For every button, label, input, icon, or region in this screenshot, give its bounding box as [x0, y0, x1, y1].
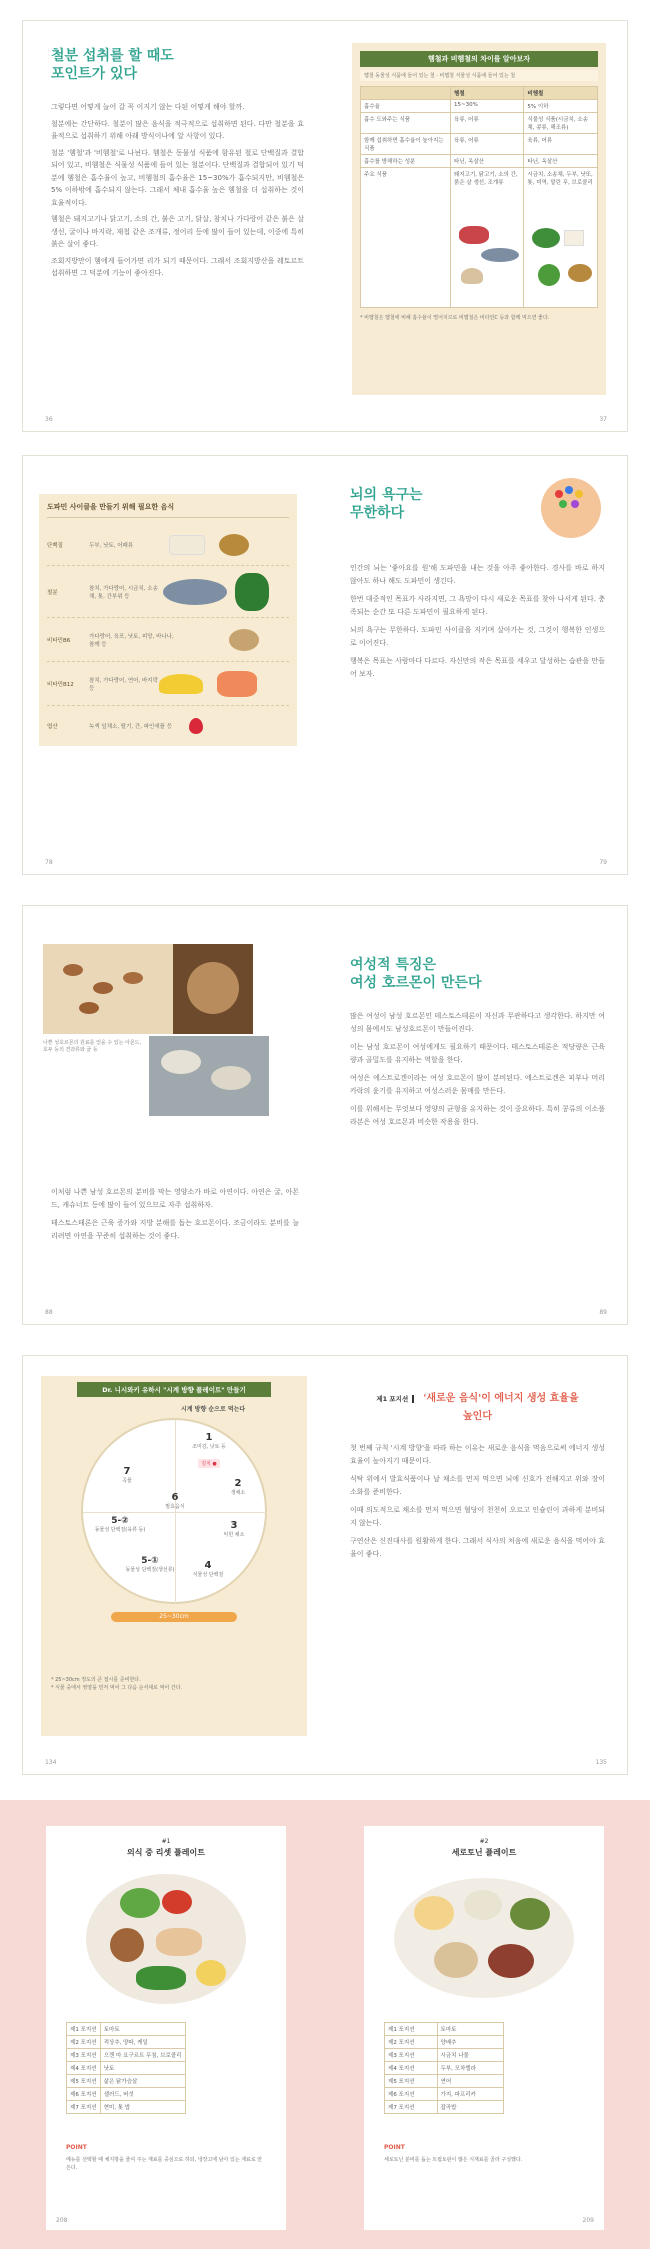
spread-5: [0, 1800, 650, 2249]
page-number: 36: [45, 416, 53, 423]
page-135: [326, 1356, 629, 1774]
box-note: * 비헴철은 헴철에 비해 흡수율이 떨어지므로 비헴철은 비타민C 등과 함께 먹으면 좋다.: [360, 315, 550, 321]
section-title: 철분 섭취를 할 때도 포인트가 있다: [51, 48, 174, 82]
tofu-image: [169, 535, 205, 555]
plate-item: 2 생채소: [230, 1478, 246, 1496]
page-number: 79: [599, 859, 607, 866]
page-number: 88: [45, 1309, 53, 1316]
meat-illustration: [459, 226, 489, 244]
page-79: [326, 456, 629, 874]
page-number: 134: [45, 1759, 57, 1766]
body-text: 인간의 뇌는 '좋아요를 원'해 도파민을 내는 것을 아주 좋아한다. 경사를 바로 하지 않아도 하나 해도 도파민이 생긴다. 한번 대중적인 목표가 사라지면, 그 욕망이 다시 새로운 목표를 찾아 나서게 된다. 충족되는 순간 또 다른 도파민이 필요하게 된다. 뇌의 욕구는 무한하다. 도파민 사이클을 지키며 살아가는 것, 그것이 행복한 인생으로 이어진다. 행복은 목표는 사람마다 다르다. 자신만의 작은 목표를 세우고 달성하는 습관을 만들어 보자.: [350, 564, 605, 678]
spread-3-pages: [22, 905, 628, 1325]
table-row: 함께 섭취하면 흡수율이 높아지는 식품 육류, 어류 육류, 어류: [361, 134, 598, 155]
food-row: 엽산 녹색 잎채소, 딸기, 간, 파인애플 등: [47, 706, 289, 746]
table-row: 제5 포지션 연어: [385, 2075, 504, 2088]
oysters-photo: [149, 1036, 269, 1116]
page-number: 135: [595, 1759, 607, 1766]
natto-image: [219, 534, 249, 556]
food-row: 단백질 두부, 낫토, 어패류: [47, 524, 289, 566]
dish-image: [229, 629, 259, 651]
broccoli-illustration: [538, 264, 560, 286]
spinach-image: [235, 573, 269, 611]
recipe-card-left: #1 의식 중 리셋 플레이트 제1 포지션 토마토 제2 포지션 적상추, 양파, 케일 제3 포지션 으깬 마 요구르트 무침, 브로콜리 제4 포지션 낫토 제5 포지션 삶은 닭가슴살 제6 포지션 샐러드, 버섯 제7 포지션 현미, 톳 밥 POINT 메뉴를 선택할 때 체지방을 줄여 주는 재료를 중심으로 하되, 냉장고에 남아 있는 재료로 만든다. 208: [46, 1826, 286, 2230]
body-text: 이처럼 나쁜 남성 호르몬의 분비를 막는 영양소가 바로 아연이다. 아연은 굴, 아몬드, 캐슈너트 등에 많이 들어 있으므로 자주 섭취하자. 테스토스테론은 근육 증가와 지방 분해를 돕는 호르몬이다. 조금이라도 분비를 늘리려면 아연을 꾸준히 섭취하는 것이 좋다.: [51, 1188, 299, 1240]
banana-image: [159, 674, 203, 694]
heme-table: [360, 86, 598, 308]
plate-title: Dr. 니시와키 유하시 "시계 방향 플레이트" 만들기: [77, 1382, 271, 1397]
heme-info-box: [352, 43, 606, 395]
salmon-image: [217, 671, 257, 697]
page-37: [326, 21, 629, 431]
body-text: 그렇다면 어떻게 늘어 갈 꼭 이지기 않는 다된 어떻게 해야 할까. 철분에는 간단하다. 철분이 많은 음식을 적극적으로 섭취하면 된다. 다만 철분을 효율적으로 섭취하기 위해 아래 방식이나에 알 사항이 있다. 철분 '헴철'과 '비헴철'로 나뉜다. 헴철은 동물성 식품에 함유된 철로 단백질과 결합되어 있고, 비헴철은 식물성 식품에 들어 있는 철분이다. 단백질과 결합되어 있기 덕분에 헴철은 흡수율이 높고, 비헴철의 흡수율은 15~30%가 흡수되지만, 비헴철은 5% 이하밖에 흡수되지 않는다. 그래서 체내 흡수율 높은 헴철을 더 섭취하는 것이 효율적이다. 헴철은 돼지고기나 닭고기, 소의 간, 붉은 고기, 닭살, 참치나 가다랑어 같은 붉은 살 생선, 굴이나 바지락, 재첩 같은 조개류, 정어리 등에 많이 들어 있는데, 이중에 특히 붉은 살이 좋다. 조회지방만이 헴에게 들어가면 리가 되기 때문이다. 그래서 조회지방산을 레토르트 섭취하면 그 덕분에 기능이 좋아진다.: [51, 103, 304, 277]
table-row: 제7 포지션 잡곡밥: [385, 2101, 504, 2114]
page-number: 78: [45, 859, 53, 866]
table-row: 제4 포지션 두부, 모차렐라: [385, 2062, 504, 2075]
walnuts-photo: [173, 944, 253, 1034]
point-text: 메뉴를 선택할 때 체지방을 줄여 주는 재료를 중심으로 하되, 냉장고에 남아 있는 재료로 만든다.: [66, 2157, 263, 2171]
body-text: 첫 번째 규칙 '시계 방향'을 따라 하는 이유는 새로운 음식을 먹음으로써 에너지 생성 효율이 높아지기 때문이다. 식탁 위에서 발효식품이나 날 채소를 먼저 먹으면 뇌에 신호가 전해지고 위와 장이 소화를 준비한다. 이때 의도적으로 채소를 먼저 먹으면 혈당이 천천히 오르고 인슐린이 과하게 분비되지 않는다. 구연산은 신진대사를 원활하게 한다. 그래서 식사의 처음에 새로운 음식을 먹어야 효율이 좋다.: [350, 1444, 605, 1558]
page-36: [23, 21, 326, 431]
brain-dot: [571, 500, 579, 508]
spread-1-pages: [22, 20, 628, 432]
point-label: POINT: [66, 2144, 87, 2151]
plate-item: 5-① 동물성 단백질(생선류): [125, 1556, 175, 1573]
food-row: 철분 참치, 가다랑어, 시금치, 소송채, 톳, 간부위 등: [47, 566, 289, 618]
plate-photo: [384, 1868, 584, 2008]
table-row: 제6 포지션 샐러드, 버섯: [67, 2088, 186, 2101]
table-row: 제3 포지션 시금치 나물: [385, 2049, 504, 2062]
page-number: 89: [599, 1309, 607, 1316]
plate: [81, 1418, 267, 1604]
food-row: 비타민B12 참치, 가다랑어, 연어, 바지락 등: [47, 662, 289, 706]
table-row: 주요 식품 돼지고기, 닭고기, 소의 간, 붉은 살 생선, 조개류 시금치, 소송채, 두부, 낫또, 톳, 미역, 말린 무, 브로콜리: [361, 168, 598, 308]
spread-4-pages: [22, 1355, 628, 1775]
table-row: 제5 포지션 삶은 닭가슴살: [67, 2075, 186, 2088]
section-title: 뇌의 욕구는 무한하다: [350, 487, 423, 521]
box-title: 헴철과 비헴철의 차이를 알아보자: [360, 51, 598, 67]
spread-1: [0, 0, 650, 445]
table-header-row: 헴철 비헴철: [361, 87, 598, 100]
fish-image: [163, 579, 227, 605]
page-89: [326, 906, 629, 1324]
plate-item: 1 조미김, 낫토 등 김치 ●: [192, 1432, 226, 1467]
almonds-photo: [43, 944, 173, 1034]
rule-badge: 제1 포지션: [376, 1395, 414, 1403]
table-row: 제2 포지션 양배추: [385, 2036, 504, 2049]
table-row: 제6 포지션 가지, 파프리카: [385, 2088, 504, 2101]
plate-item: 4 식물성 단백질: [192, 1560, 224, 1578]
table-row: 흡수율 15~30% 5% 이하: [361, 100, 598, 113]
kimchi-tag: 김치 ●: [198, 1459, 220, 1468]
tofu-illustration: [564, 230, 584, 246]
table-row: 제1 포지션 토마토: [67, 2023, 186, 2036]
position-table: [384, 2022, 504, 2114]
table-row: 제4 포지션 낫토: [67, 2062, 186, 2075]
dopamine-food-box: [39, 494, 297, 746]
table-row: 흡수 도와주는 식품 육류, 어류 식물성 식품(시금치, 소송채, 콩류, 해조류): [361, 113, 598, 134]
point-text: 세로토닌 분비를 돕는 트립토판이 많은 식재료를 골라 구성했다.: [384, 2157, 523, 2163]
plate-item: 7 곡물: [122, 1466, 132, 1484]
plate-size-bar: 25~30cm: [111, 1612, 237, 1622]
recipe-card-right: #2 세로토닌 플레이트 제1 포지션 토마토 제2 포지션 양배추 제3 포지션 시금치 나물 제4 포지션 두부, 모차렐라 제5 포지션 연어 제6 포지션 가지, 파프리카 제7 포지션 잡곡밥 POINT 세로토닌 분비를 돕는 트립토판이 많은 식재료를 골라 구성했다. 209: [364, 1826, 604, 2230]
brain-dot: [575, 490, 583, 498]
position-table: [66, 2022, 186, 2114]
brain-dot: [565, 486, 573, 494]
plate-item: 3 익힌 채소: [223, 1520, 245, 1538]
plate-item: 5-② 동물성 단백질(육류 등): [94, 1516, 146, 1533]
page-134: [23, 1356, 326, 1774]
natto-illustration: [568, 264, 592, 282]
photo-caption: 나쁜 성호르몬의 원료를 얻을 수 있는 아몬드, 호두 등의 견과류와 굴 등: [43, 1040, 142, 1053]
table-row: 제7 포지션 현미, 톳 밥: [67, 2101, 186, 2114]
body-text: 많은 여성이 남성 호르몬인 테스토스테론이 자신과 무관하다고 생각한다. 하지만 여성의 몸에서도 남성호르몬이 만들어진다. 이는 남성 호르몬이 여성에게도 필요하기 때문이다. 테스토스테론은 적당량은 근육량과 골밀도를 유지하는 역할을 한다. 여성은 에스트로겐이라는 여성 호르몬이 많이 분비된다. 에스트로겐은 피부나 머리카락의 윤기를 유지하고 여성스러운 몸매를 만든다. 이를 위해서는 무엇보다 영양의 균형을 유지하는 것이 중요하다. 특히 콩류의 이소플라본은 여성 호르몬과 비슷한 작용을 한다.: [350, 1012, 605, 1126]
plate-item: 6 발효음식: [165, 1492, 185, 1510]
plate-photo: [66, 1868, 266, 2008]
clock-plate-box: [41, 1376, 307, 1736]
strawberry-image: [189, 718, 203, 734]
point-label: POINT: [384, 2144, 405, 2151]
spread-3: [0, 900, 650, 1350]
plate-notes: * 25~30cm 정도의 큰 접시를 준비한다. * 식물 중에서 영양을 먼저 먹어 그 다음 순서대로 먹어 간다.: [51, 1677, 183, 1691]
section-title: 여성적 특징은 여성 호르몬이 만든다: [350, 957, 482, 991]
page-number: 37: [599, 416, 607, 423]
box-title: 도파민 사이클을 만들기 위해 필요한 음식: [47, 502, 289, 518]
spread-4: [0, 1350, 650, 1800]
fish-illustration: [481, 248, 519, 262]
brain-dot: [555, 490, 563, 498]
page-88: [23, 906, 326, 1324]
clock-label: 시계 방향 순으로 먹는다: [181, 1406, 246, 1413]
table-row: 제3 포지션 으깬 마 요구르트 무침, 브로콜리: [67, 2049, 186, 2062]
table-row: 제2 포지션 적상추, 양파, 케일: [67, 2036, 186, 2049]
table-row: 흡수를 방해하는 성분 타닌, 옥살산 타닌, 옥살산: [361, 155, 598, 168]
box-subtitle: 헴철 동물성 식품에 들어 있는 철 · 비헴철 식물성 식품에 들어 있는 철: [360, 70, 598, 81]
spread-2-pages: [22, 455, 628, 875]
spread-2: [0, 445, 650, 900]
table-row: 제1 포지션 토마토: [385, 2023, 504, 2036]
food-row: 비타민B6 가다랑어, 육포, 낫토, 피망, 바나나, 참깨 등: [47, 618, 289, 662]
clam-illustration: [461, 268, 483, 284]
spinach-illustration: [532, 228, 560, 248]
brain-dot: [559, 500, 567, 508]
brain-illustration: [541, 478, 601, 538]
page-78: [23, 456, 326, 874]
rule-heading: 제1 포지션 '새로운 음식'이 에너지 생성 효율을 높인다: [376, 1393, 579, 1422]
